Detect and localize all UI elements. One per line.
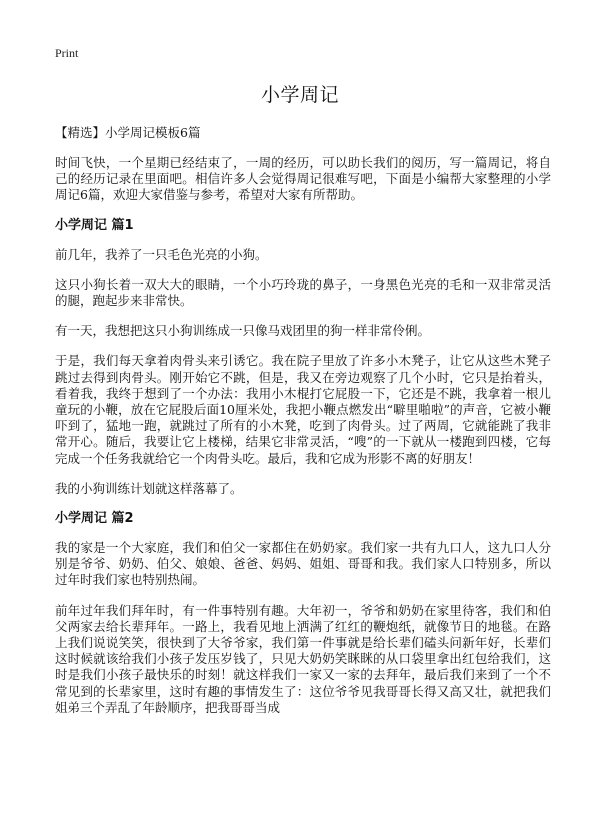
section-2-paragraph-1: 我的家是一个大家庭，我们和伯父一家都住在奶奶家。我们家一共有九口人，这九口人分别是爷爷、奶奶、伯父、娘娘、爸爸、妈妈、姐姐、哥哥和我。我们家人口特别多，所以过年时我们家也特别热闹。 xyxy=(55,540,551,588)
section-1-paragraph-4: 于是，我们每天拿着肉骨头来引诱它。我在院子里放了许多小木凳子，让它从这些木凳子跳过去得到肉骨头。刚开始它不跳，但是，我又在旁边观察了几个小时，它只是抬着头，看着我，我终于想到了一个办法：我用小木棍打它屁股一下，它还是不跳，我拿着一根儿童玩的小鞭，放在它屁股后面10厘米处，我把小鞭点燃发出“噼里啪啦”的声音，它被小鞭吓到了，猛地一跑，就跳过了所有的小木凳，吃到了肉骨头。过了两周，它就能跳了我非常开心。随后，我要让它上楼梯，结果它非常灵活，“嗖”的一下就从一楼跑到四楼，它每完成一个任务我就给它一个肉骨头吃。最后，我和它成为形影不离的好朋友！ xyxy=(55,353,551,466)
print-link[interactable]: Print xyxy=(55,46,79,60)
section-heading-2: 小学周记 篇2 xyxy=(55,511,134,527)
section-1-paragraph-3: 有一天，我想把这只小狗训练成一只像马戏团里的狗一样非常伶俐。 xyxy=(55,323,431,339)
section-1-paragraph-1: 前几年，我养了一只毛色光亮的小狗。 xyxy=(55,246,268,262)
section-2-paragraph-2: 前年过年我们拜年时，有一件事特别有趣。大年初一，爷爷和奶奶在家里待客，我们和伯父两家去给长辈拜年。一路上，我看见地上洒满了红红的鞭炮纸，就像节日的地毯。在路上我们说说笑笑，很快到了大爷爷家，我们第一件事就是给长辈们磕头问新年好，长辈们这时候就该给我们小孩子发压岁钱了，只见大奶奶笑眯眯的从口袋里拿出红包给我们，这时是我们小孩子最快乐的时刻！就这样我们一家又一家的去拜年，最后我们来到了一个不常见到的长辈家里，这时有趣的事情发生了：这位爷爷见我哥哥长得又高又壮，就把我们姐弟三个弄乱了年龄顺序，把我哥哥当成 xyxy=(55,602,551,715)
document-subtitle: 【精选】小学周记模板6篇 xyxy=(55,125,201,140)
document-body xyxy=(55,125,551,730)
section-heading-1: 小学周记 篇1 xyxy=(55,217,134,233)
intro-paragraph: 时间飞快，一个星期已经结束了，一周的经历，可以助长我们的阅历，写一篇周记，将自己的经历记录在里面吧。相信许多人会觉得周记很难写吧，下面是小编帮大家整理的小学周记6篇，欢迎大家借鉴与参考，希望对大家有所帮助。 xyxy=(55,155,551,203)
section-1-paragraph-5: 我的小狗训练计划就这样落幕了。 xyxy=(55,480,243,496)
section-1-paragraph-2: 这只小狗长着一双大大的眼睛，一个小巧玲珑的鼻子，一身黑色光亮的毛和一双非常灵活的腿，跑起步来非常快。 xyxy=(55,276,551,309)
page-title: 小学周记 xyxy=(260,84,339,106)
